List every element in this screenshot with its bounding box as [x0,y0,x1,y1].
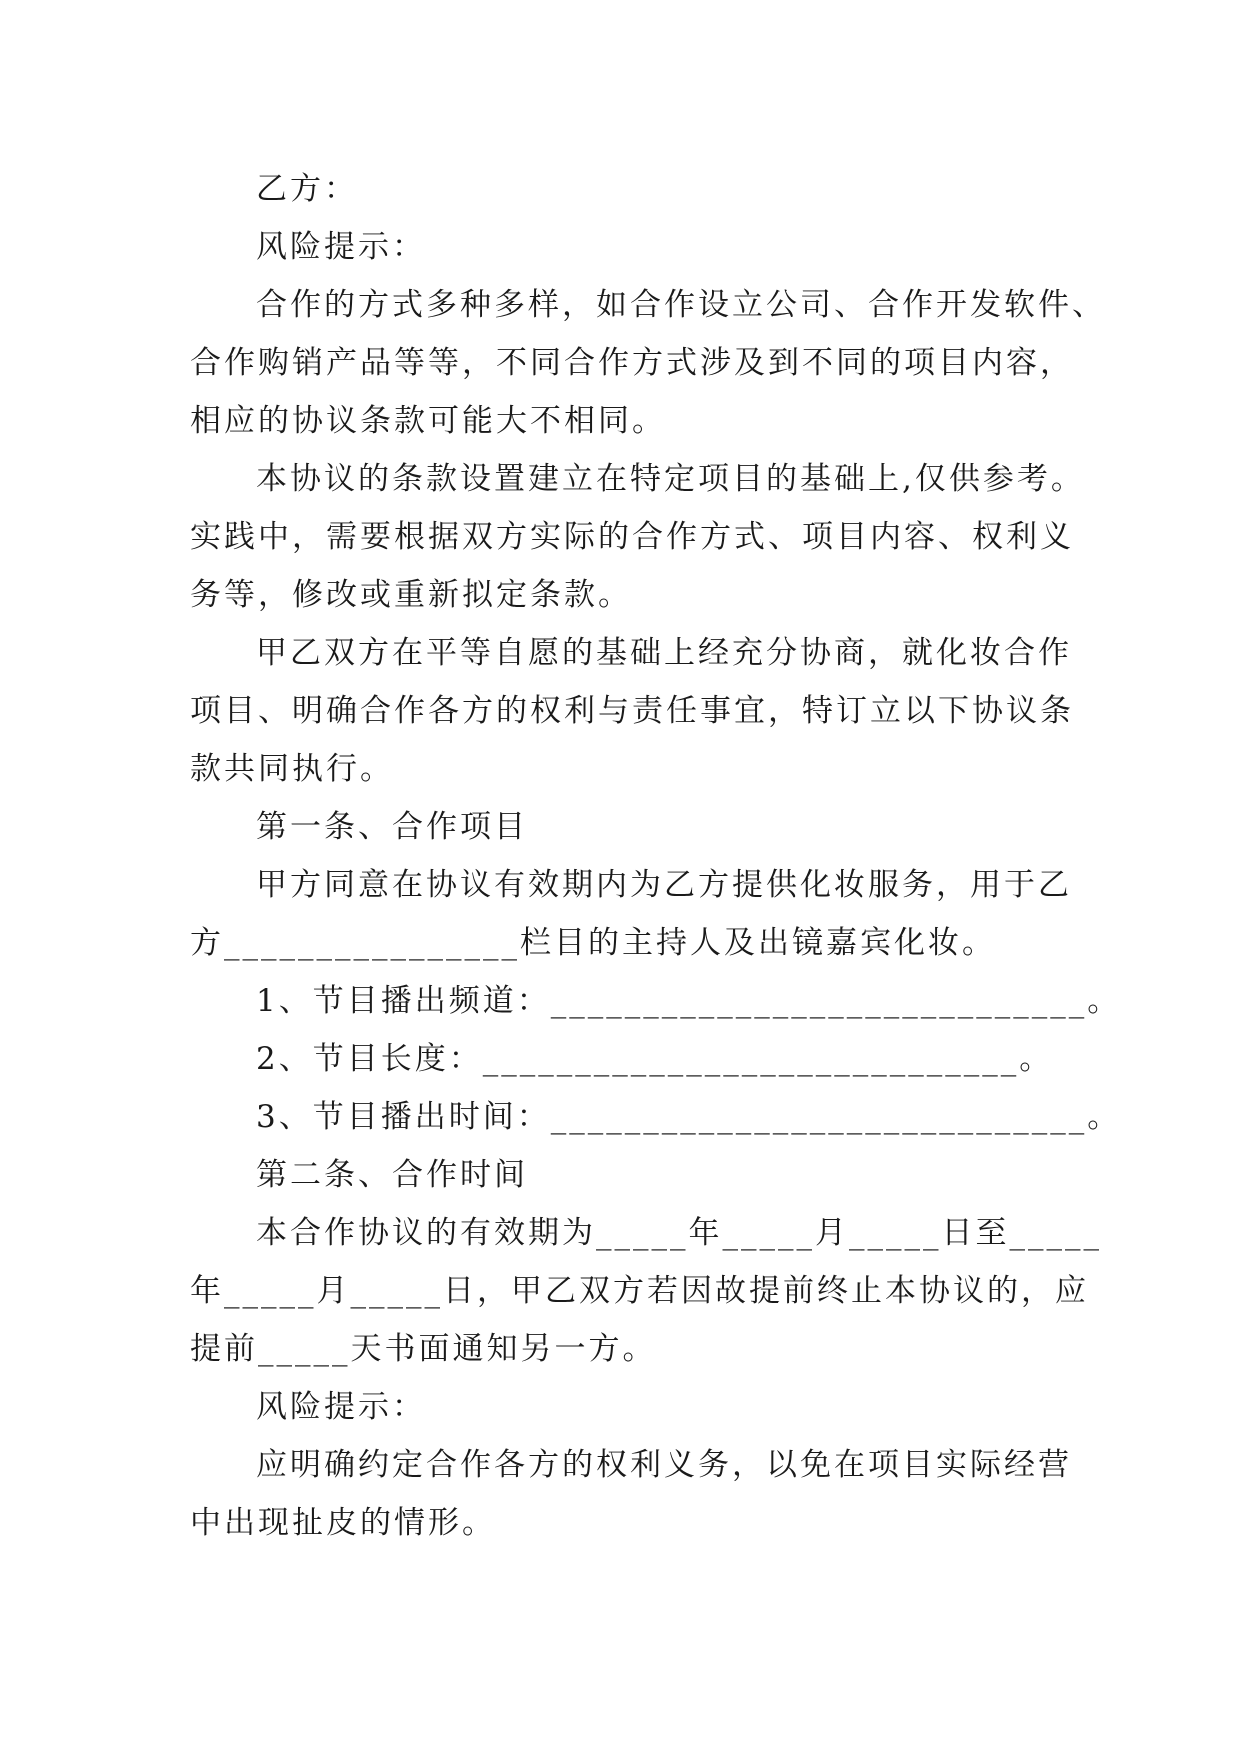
document-line: 方________________栏目的主持人及出镜嘉宾化妆。 [190,925,996,961]
document-line: 年_____月_____日，甲乙双方若因故提前终止本协议的，应 [190,1273,1089,1309]
document-line: 相应的协议条款可能大不相同。 [190,403,666,439]
document-line: 本协议的条款设置建立在特定项目的基础上,仅供参考。 [256,461,1085,497]
document-line: 提前_____天书面通知另一方。 [190,1331,657,1367]
document-line: 乙方： [256,171,358,207]
document-line: 本合作协议的有效期为_____年_____月_____日至_____ [256,1215,1102,1251]
document-line: 第二条、合作时间 [256,1157,528,1193]
document-line: 甲方同意在协议有效期内为乙方提供化妆服务，用于乙 [256,867,1072,903]
document-line: 合作购销产品等等，不同合作方式涉及到不同的项目内容， [190,345,1074,381]
document-line: 合作的方式多种多样，如合作设立公司、合作开发软件、 [256,287,1106,323]
document-line: 项目、明确合作各方的权利与责任事宜，特订立以下协议条 [190,693,1074,729]
document-line: 2、节目长度：_____________________________。 [256,1041,1054,1077]
document-line: 1、节目播出频道：_____________________________。 [256,983,1122,1019]
document-line: 3、节目播出时间：_____________________________。 [256,1099,1122,1135]
document-line: 甲乙双方在平等自愿的基础上经充分协商，就化妆合作 [256,635,1072,671]
document-page [190,160,1122,1552]
document-line: 务等，修改或重新拟定条款。 [190,577,632,613]
document-line: 应明确约定合作各方的权利义务，以免在项目实际经营 [256,1447,1072,1483]
document-line: 中出现扯皮的情形。 [190,1505,496,1541]
document-line: 风险提示： [256,1389,426,1425]
document-line: 第一条、合作项目 [256,809,528,845]
document-line: 款共同执行。 [190,751,394,787]
document-line: 实践中，需要根据双方实际的合作方式、项目内容、权利义 [190,519,1074,555]
document-line: 风险提示： [256,229,426,265]
